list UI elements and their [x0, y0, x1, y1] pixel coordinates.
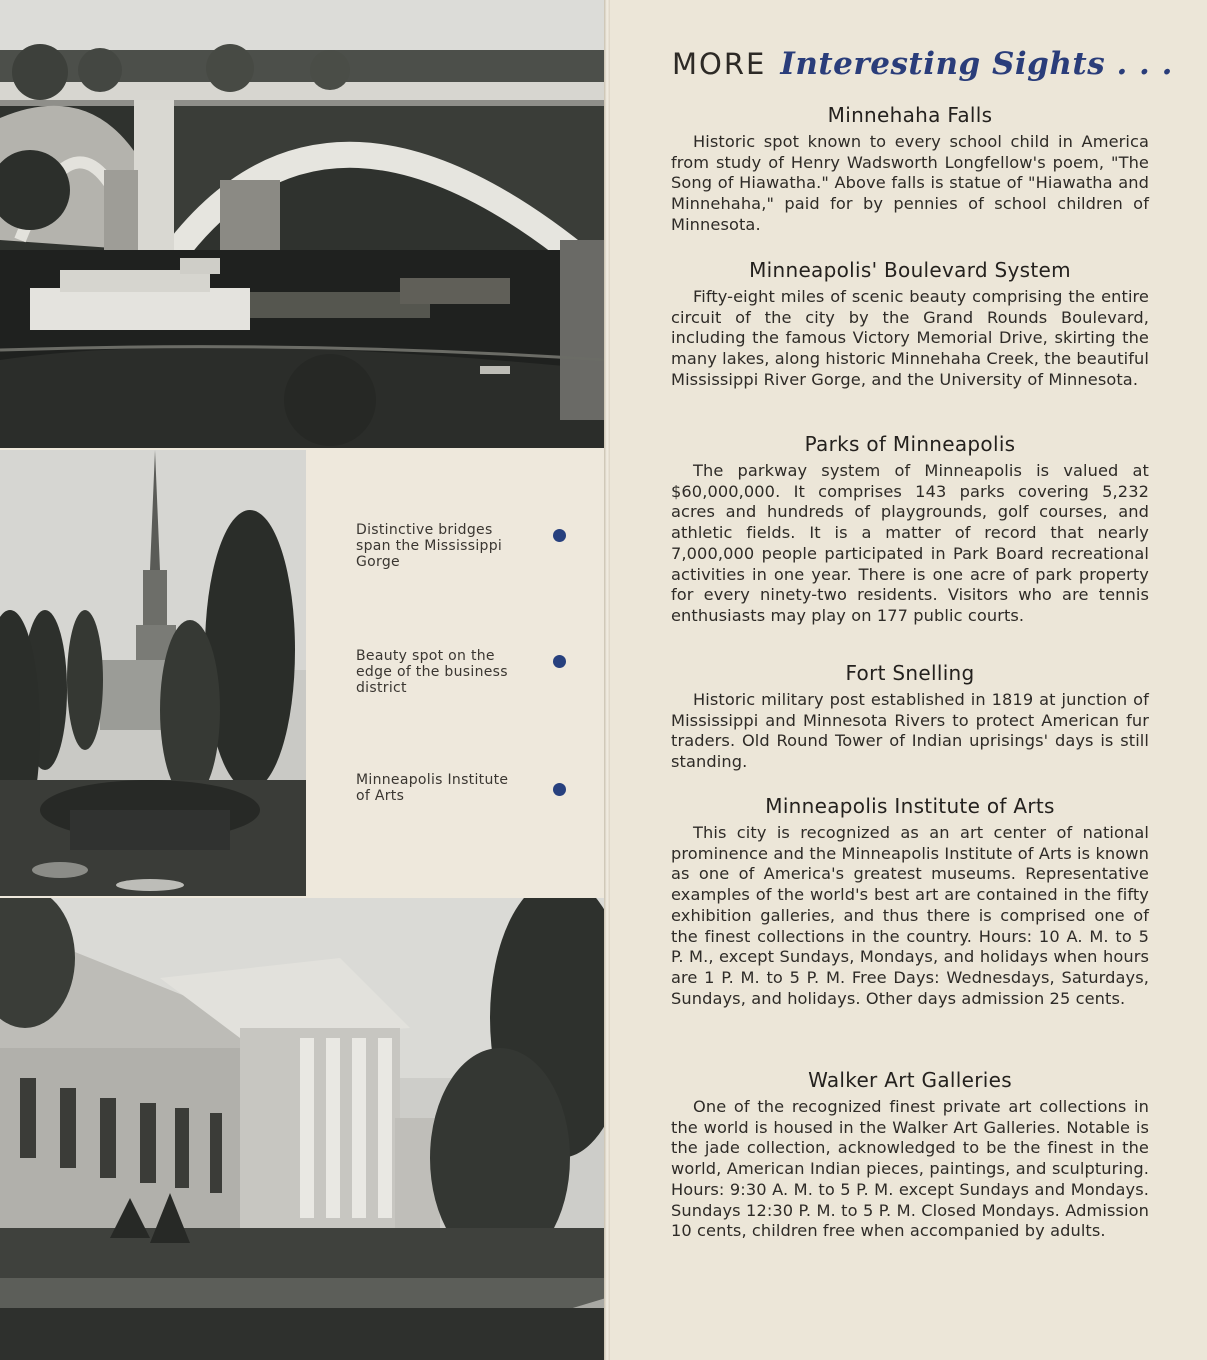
section-fort-snelling: [671, 660, 1149, 773]
section-parks: [671, 431, 1149, 627]
heading-interesting-sights: Interesting Sights . . .: [780, 46, 1173, 82]
caption-bridges: Distinctive bridges span the Mississippi Gorge: [356, 522, 503, 570]
caption-institute: Minneapolis Institute of Arts: [356, 772, 509, 804]
church-spire-photo: [0, 450, 306, 896]
section-body: Fifty-eight miles of scenic beauty comprising the entire circuit of the city by the Grand Rounds Boulevard, including the famous Victory Memorial Drive, skirting the many lakes, along historic Minnehaha Creek, the beautiful Mississippi River Gorge, and the University of Minnesota.: [671, 287, 1149, 389]
bullet-dot: [553, 783, 566, 796]
heading-more: MORE: [672, 47, 767, 81]
section-title: Minnehaha Falls: [827, 103, 993, 127]
section-boulevard-system: [671, 257, 1149, 391]
institute-of-arts-photo: [0, 898, 606, 1360]
right-panel: [610, 0, 1207, 1360]
bullet-dot: [553, 529, 566, 542]
section-title: Minneapolis' Boulevard System: [749, 258, 1071, 282]
section-title: Fort Snelling: [845, 661, 975, 685]
section-institute-of-arts: [671, 793, 1149, 1009]
section-body: One of the recognized finest private art collections in the world is housed in the Walker Art Galleries. Notable is the jade collection, acknowledged to be the finest in the world, American Indian pieces, paintings, and sculpturing. Hours: 9:30 A. M. to 5 P. M. except Sundays and Mondays. Sundays 12:30 P. M. to 5 P. M. Closed Mondays. Admission 10 cents, children free when accompanied by adults.: [671, 1097, 1149, 1241]
section-walker-art-galleries: [671, 1067, 1149, 1242]
section-body: Historic spot known to every school child in America from study of Henry Wadsworth Longfellow's poem, "The Song of Hiawatha." Above falls is statue of "Hiawatha and Minnehaha," paid for by pennies of school children of Minnesota.: [671, 132, 1149, 234]
section-title: Parks of Minneapolis: [804, 432, 1016, 456]
section-body: Historic military post established in 1819 at junction of Mississippi and Minnesota Rivers to protect American fur traders. Old Round Tower of Indian uprisings' days is still standing.: [671, 690, 1149, 772]
section-title: Walker Art Galleries: [808, 1068, 1012, 1092]
section-body: This city is recognized as an art center of national prominence and the Minneapolis Institute of Arts is known as one of America's greatest museums. Representative examples of the world's best art are contained in the fifty exhibition galleries, and thus there is comprised one of the finest collections in the country. Hours: 10 A. M. to 5 P. M., except Sundays, Mondays, and holidays when hours are 1 P. M. to 5 P. M. Free Days: Wednesdays, Saturdays, Sundays, and holidays. Other days admission 25 cents.: [671, 823, 1149, 1008]
section-minnehaha-falls: [671, 102, 1149, 236]
page-heading: [672, 46, 1192, 82]
section-body: The parkway system of Minneapolis is valued at $60,000,000. It comprises 143 parks covering 5,232 acres and hundreds of playgrounds, golf courses, and athletic fields. It is a matter of record that nearly 7,000,000 people participated in Park Board recreational activities in one year. There is one acre of park property for every ninety-two residents. Visitors who are tennis enthusiasts may play on 177 public courts.: [671, 461, 1149, 625]
bullet-dot: [553, 655, 566, 668]
bridge-photo: [0, 0, 606, 448]
caption-beauty-spot: Beauty spot on the edge of the business district: [356, 648, 508, 696]
section-title: Minneapolis Institute of Arts: [765, 794, 1055, 818]
